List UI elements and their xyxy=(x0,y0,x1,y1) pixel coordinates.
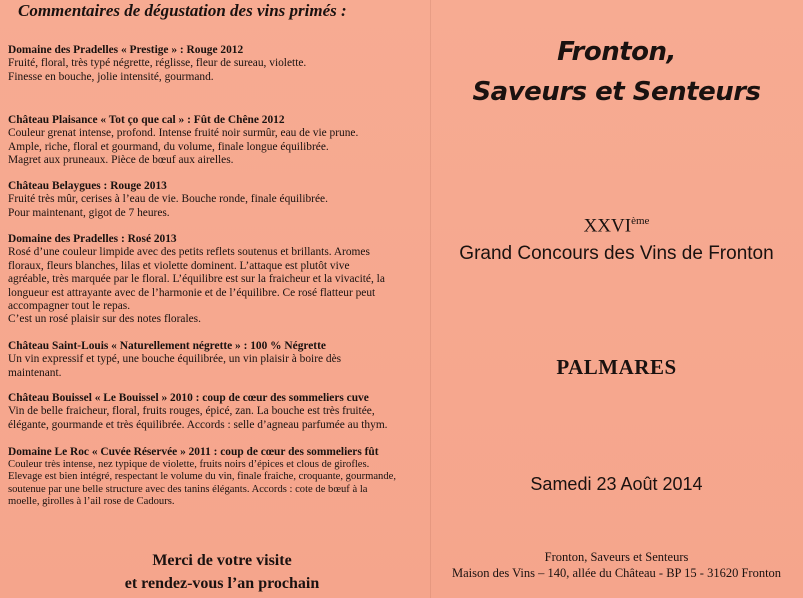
wine-note-line: moelle, girolles à l’ail rose de Cadours. xyxy=(8,496,175,508)
palmares-heading: PALMARES xyxy=(556,355,677,379)
thanks-line: Merci de votre visite xyxy=(152,552,292,569)
wine-note-line: Finesse en bouche, jolie intensité, gourmand. xyxy=(8,70,214,83)
thanks-message xyxy=(48,549,396,595)
wine-note-line: Elevage est bien intégré, respectant le volume du vin, finale fraiche, croquante, gourmande, xyxy=(8,471,396,483)
wine-name: Domaine des Pradelles : Rosé 2013 xyxy=(8,233,177,245)
wine-entry xyxy=(8,180,408,220)
wine-note-line: Pour maintenant, gigot de 7 heures. xyxy=(8,206,170,219)
wine-entry xyxy=(8,114,408,168)
wine-entry xyxy=(8,44,408,84)
wine-note-line: Magret aux pruneaux. Pièce de bœuf aux airelles. xyxy=(8,154,234,167)
wine-entry xyxy=(8,340,408,380)
wine-name: Domaine Le Roc « Cuvée Réservée » 2011 : coup de cœur des sommeliers fût xyxy=(8,446,379,458)
wine-note-line: Ample, riche, floral et gourmand, du volume, finale longue équilibrée. xyxy=(8,140,329,153)
wine-note-line: Couleur très intense, nez typique de violette, fruits noirs d’épices et clous de girofles. xyxy=(8,458,370,470)
wine-name: Domaine des Pradelles « Prestige » : Rouge 2012 xyxy=(8,44,244,56)
wine-note-line: Fruité très mûr, cerises à l’eau de vie. Bouche ronde, finale équilibrée. xyxy=(8,193,328,206)
wine-entry xyxy=(8,233,408,327)
event-date: Samedi 23 Août 2014 xyxy=(530,474,703,494)
wine-entry xyxy=(8,446,408,509)
wine-note-line: agréable, très marquée par le floral. L’équilibre est sur la fraicheur et la vivacité, la xyxy=(8,273,385,286)
footer-address: Maison des Vins – 140, allée du Château - BP 15 - 31620 Fronton xyxy=(451,566,782,580)
event-title-line: Saveurs et Senteurs xyxy=(472,77,761,107)
event-title-line: Fronton, xyxy=(557,37,676,67)
wine-note-line: Fruité, floral, très typé négrette, réglisse, fleur de sureau, violette. xyxy=(8,57,307,70)
tasting-notes-heading: Commentaires de dégustation des vins primés : xyxy=(18,1,347,20)
wine-name: Château Plaisance « Tot ço que cal » : Fût de Chêne 2012 xyxy=(8,114,285,126)
wine-name: Château Saint-Louis « Naturellement négrette » : 100 % Négrette xyxy=(8,340,326,352)
wine-note-line: C’est un rosé plaisir sur des notes florales. xyxy=(8,313,201,326)
wine-note-line: maintenant. xyxy=(8,366,62,379)
wine-note-line: longueur est attrayante avec de l’harmonie et de l’équilibre. Ce rosé flatteur peut xyxy=(8,286,376,299)
wine-note-line: accompagner tout le repas. xyxy=(8,300,131,313)
wine-note-line: Un vin expressif et typé, une bouche équilibrée, un vin plaisir à boire dès xyxy=(8,353,342,366)
event-title xyxy=(430,32,803,112)
wine-name: Château Bouissel « Le Bouissel » 2010 : coup de cœur des sommeliers cuve xyxy=(8,392,369,404)
thanks-line: et rendez-vous l’an prochain xyxy=(124,575,320,592)
wine-note-line: élégante, gourmande et très équilibrée. Accords : selle d’agneau parfumée au thym. xyxy=(8,418,388,431)
edition-number xyxy=(430,209,803,238)
wine-name: Château Belaygues : Rouge 2013 xyxy=(8,180,167,192)
wine-entry xyxy=(8,392,408,432)
wine-note-line: Vin de belle fraicheur, floral, fruits rouges, épicé, zan. La bouche est très fruitée, xyxy=(8,405,375,418)
wine-note-line: soutenue par une belle structure avec des tanins élégants. Accords : cote de bœuf à la xyxy=(8,483,368,495)
wine-note-line: floraux, fleurs blanches, lilas et violette dominent. L’attaque est plutôt vive xyxy=(8,259,350,272)
edition-roman: XXVI xyxy=(583,215,632,237)
wine-note-line: Rosé d’une couleur limpide avec des petits reflets soutenus et brillants. Aromes xyxy=(8,246,370,259)
wine-note-line: Couleur grenat intense, profond. Intense fruité noir surmûr, eau de vie prune. xyxy=(8,127,359,140)
contest-name: Grand Concours des Vins de Fronton xyxy=(459,243,774,264)
footer-organization: Fronton, Saveurs et Senteurs xyxy=(544,550,689,564)
edition-suffix: ème xyxy=(631,215,650,227)
